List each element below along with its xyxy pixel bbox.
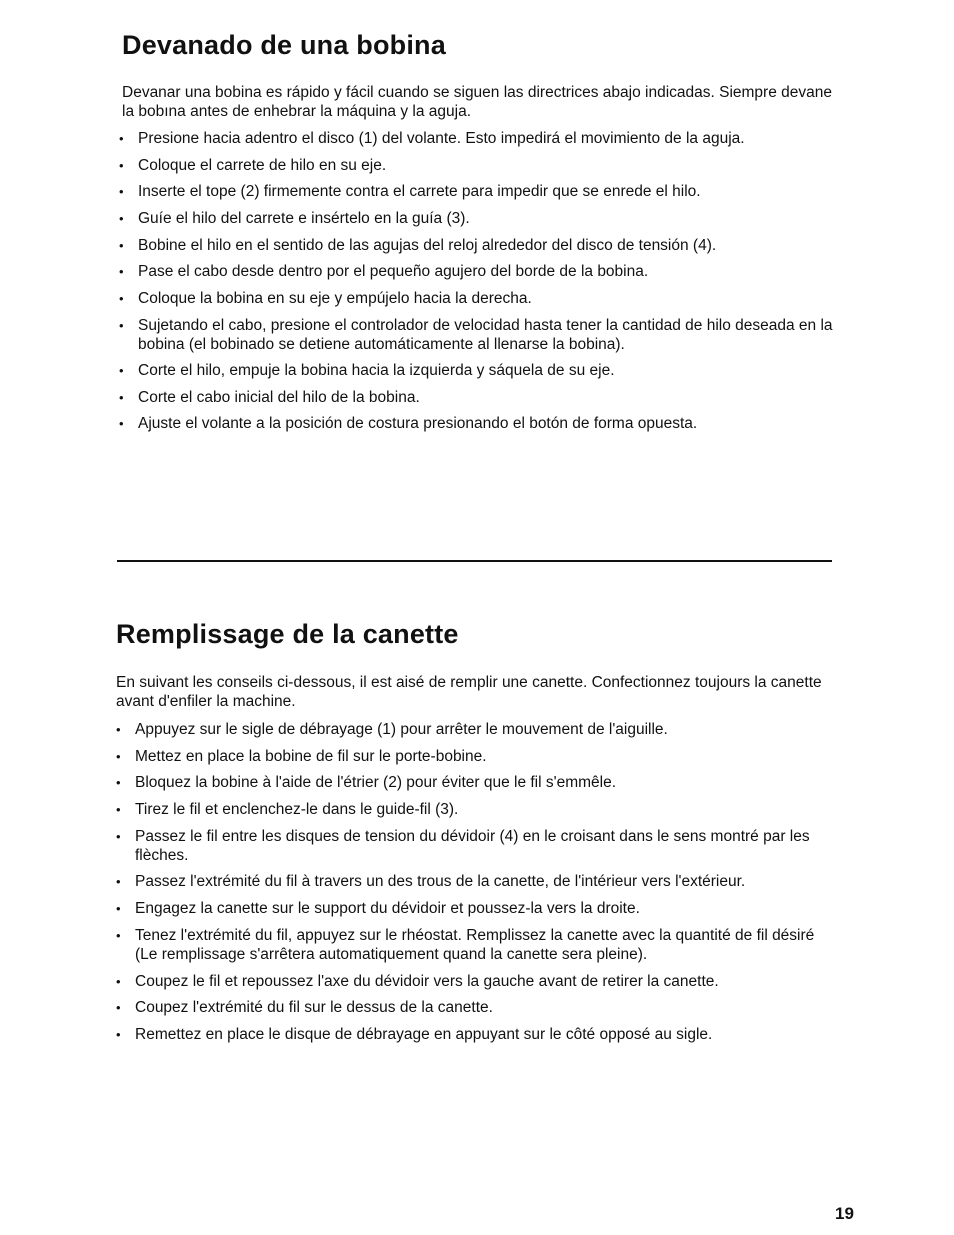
bullet-icon: •	[119, 131, 124, 146]
bullet-icon: •	[119, 264, 124, 280]
list-item-text: Guíe el hilo del carrete e insértelo en la guía (3).	[138, 210, 470, 228]
list-item	[113, 747, 833, 766]
bullet-icon: •	[119, 291, 124, 307]
list-item	[113, 800, 833, 819]
french-intro: En suivant les conseils ci-dessous, il est aisé de remplir une canette. Confectionnez toujours la canette avant d'enfiler la machine.	[116, 674, 822, 710]
bullet-icon: •	[119, 389, 124, 405]
list-item-text: Tenez l'extrémité du fil, appuyez sur le rhéostat. Remplissez la canette avec la quantité de fil désiré (Le remplissage s'arrêtera automatiquement quand la canette sera pleine).	[135, 926, 815, 963]
list-item-text: Coupez le fil et repoussez l'axe du dévidoir vers la gauche avant de retirer la canette.	[135, 972, 719, 990]
bullet-icon: •	[116, 802, 121, 818]
list-item	[113, 998, 833, 1017]
list-item-text: Sujetando el cabo, presione el controlador de velocidad hasta tener la cantidad de hilo deseada en la bobina (el bobinado se detiene automáticamente al llenarse la bobina).	[138, 316, 833, 353]
bullet-icon: •	[116, 973, 121, 989]
bullet-icon: •	[119, 211, 124, 227]
bullet-icon: •	[116, 748, 121, 764]
bullet-icon: •	[116, 901, 121, 917]
bullet-icon: •	[119, 184, 124, 200]
list-item	[116, 236, 836, 255]
list-item-text: Coloque la bobina en su eje y empújelo hacia la derecha.	[138, 290, 532, 308]
list-item	[116, 316, 836, 354]
list-item	[116, 262, 836, 281]
list-item	[113, 773, 833, 792]
section-divider	[117, 560, 832, 562]
list-item-text: Coloque el carrete de hilo en su eje.	[138, 156, 387, 174]
list-item-text: Bloquez la bobine à l'aide de l'étrier (2) pour éviter que le fil s'emmêle.	[135, 774, 617, 792]
list-item	[113, 720, 833, 739]
bullet-icon: •	[116, 828, 121, 844]
french-title: Remplissage de la canette	[116, 619, 459, 649]
bullet-icon: •	[119, 237, 124, 253]
list-item	[113, 827, 833, 865]
list-item	[113, 899, 833, 918]
list-item-text: Ajuste el volante a la posición de costura presionando el botón de forma opuesta.	[138, 415, 698, 433]
list-item	[116, 289, 836, 308]
list-item-text: Passez le fil entre les disques de tension du dévidoir (4) en le croisant dans le sens montré par les flèches.	[135, 827, 810, 864]
bullet-icon: •	[116, 874, 121, 890]
french-steps-list	[113, 720, 833, 1052]
spanish-intro: Devanar una bobina es rápido y fácil cuando se siguen las directrices abajo indicadas. Siempre devane la bobına antes de enhebrar la máquina y la aguja.	[122, 84, 832, 120]
list-item-text: Appuyez sur le sigle de débrayage (1) pour arrêter le mouvement de l'aiguille.	[135, 721, 668, 738]
list-item-text: Tirez le fil et enclenchez-le dans le guide-fil (3).	[135, 801, 459, 819]
list-item	[113, 1025, 833, 1044]
list-item-text: Presione hacia adentro el disco (1) del volante. Esto impedirá el movimiento de la aguja.	[138, 130, 745, 147]
list-item-text: Remettez en place le disque de débrayage en appuyant sur le côté opposé au sigle.	[135, 1025, 713, 1043]
spanish-steps-list	[116, 129, 836, 441]
bullet-icon: •	[116, 1000, 121, 1016]
list-item	[116, 129, 836, 148]
bullet-icon: •	[119, 416, 124, 432]
list-item-text: Passez l'extrémité du fil à travers un des trous de la canette, de l'intérieur vers l'extérieur.	[135, 873, 746, 891]
list-item-text: Inserte el tope (2) firmemente contra el carrete para impedir que se enrede el hilo.	[138, 183, 701, 201]
list-item	[116, 182, 836, 201]
bullet-icon: •	[119, 317, 124, 333]
page-number: 19	[835, 1204, 854, 1223]
list-item-text: Corte el hilo, empuje la bobina hacia la izquierda y sáquela de su eje.	[138, 361, 615, 379]
list-item	[113, 926, 833, 964]
list-item	[116, 361, 836, 380]
list-item	[116, 414, 836, 433]
list-item-text: Pase el cabo desde dentro por el pequeño agujero del borde de la bobina.	[138, 263, 649, 281]
spanish-title: Devanado de una bobina	[122, 30, 446, 60]
bullet-icon: •	[119, 157, 124, 173]
list-item	[116, 209, 836, 228]
list-item-text: Coupez l'extrémité du fil sur le dessus de la canette.	[135, 999, 493, 1017]
list-item-text: Bobine el hilo en el sentido de las agujas del reloj alrededor del disco de tensión (4).	[138, 236, 717, 254]
list-item	[116, 388, 836, 407]
bullet-icon: •	[116, 722, 121, 737]
bullet-icon: •	[116, 1026, 121, 1042]
bullet-icon: •	[116, 927, 121, 943]
list-item	[113, 872, 833, 891]
bullet-icon: •	[116, 775, 121, 791]
list-item-text: Corte el cabo inicial del hilo de la bobina.	[138, 388, 420, 406]
list-item-text: Engagez la canette sur le support du dévidoir et poussez-la vers la droite.	[135, 900, 640, 918]
list-item	[113, 972, 833, 991]
list-item-text: Mettez en place la bobine de fil sur le porte-bobine.	[135, 747, 487, 765]
bullet-icon: •	[119, 362, 124, 378]
list-item	[116, 156, 836, 175]
